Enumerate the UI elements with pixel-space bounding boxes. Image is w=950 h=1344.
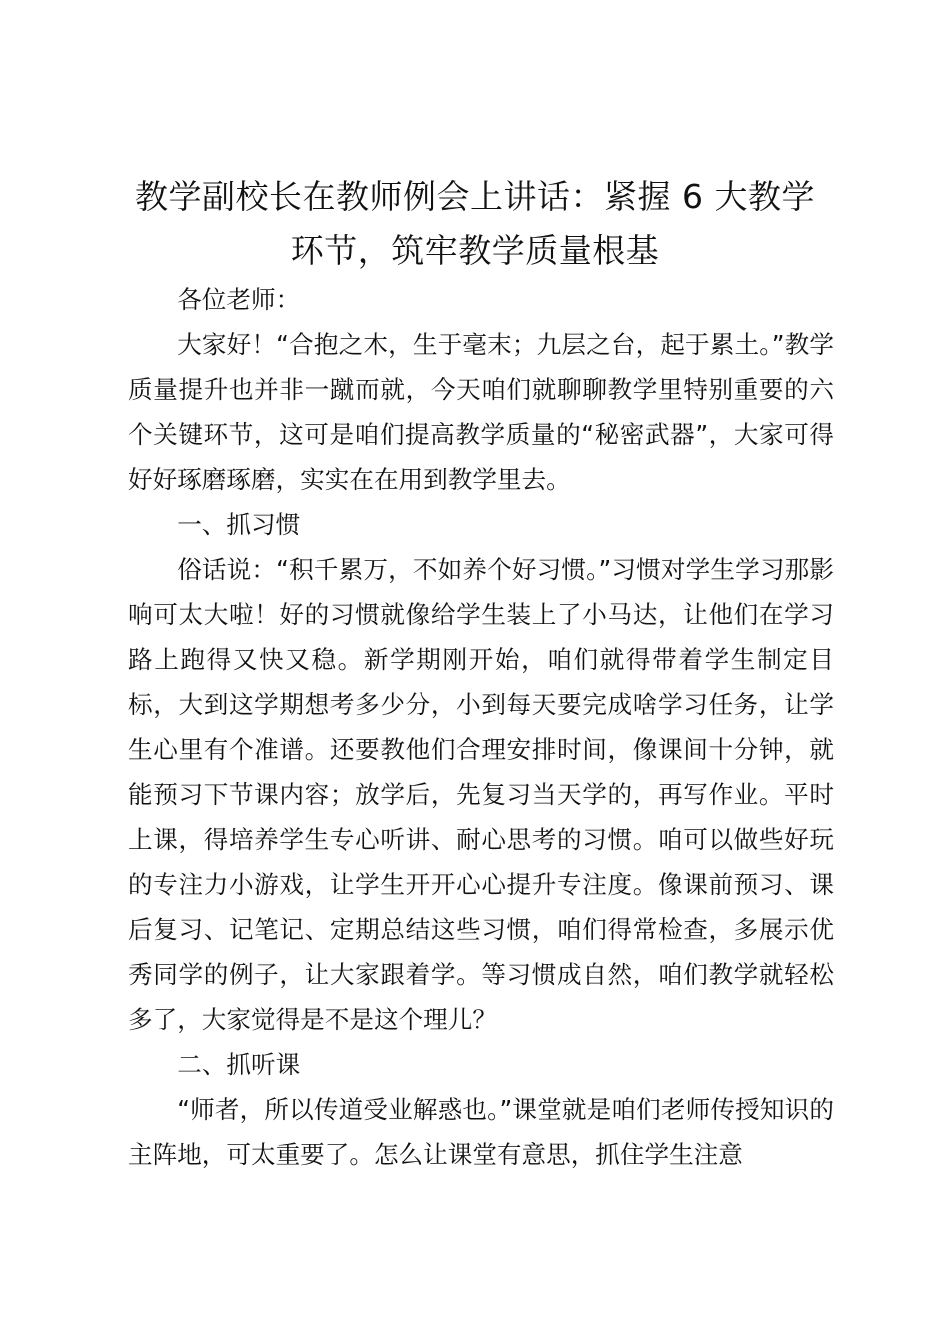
document-title: 教学副校长在教师例会上讲话：紧握 6 大教学环节，筑牢教学质量根基 bbox=[135, 177, 815, 270]
paragraph-intro: 大家好！“合抱之木，生于毫末；九层之台，起于累土。”教学质量提升也并非一蹴而就，今天咱们就聊聊教学里特别重要的六个关键环节，这可是咱们提高教学质量的“秘密武器”，大家可得好好琢磨琢磨，实实在在用到教学里去。 bbox=[128, 330, 834, 494]
paragraph-habits: 俗话说：“积千累万，不如养个好习惯。”习惯对学生学习那影响可太大啦！好的习惯就像给学生装上了小马达，让他们在学习路上跑得又快又稳。新学期刚开始，咱们就得带着学生制定目标，大到这学期想考多少分，小到每天要完成啥学习任务，让学生心里有个准谱。还要教他们合理安排时间，像课间十分钟，就能预习下节课内容；放学后，先复习当天学的，再写作业。平时上课，得培养学生专心听讲、耐心思考的习惯。咱可以做些好玩的专注力小游戏，让学生开开心心提升专注度。像课前预习、课后复习、记笔记、定期总结这些习惯，咱们得常检查，多展示优秀同学的例子，让大家跟着学。等习惯成自然，咱们教学就轻松多了，大家觉得是不是这个理儿？ bbox=[128, 555, 834, 1034]
section-heading-listening: 二、抓听课 bbox=[177, 1050, 301, 1079]
document-body bbox=[128, 277, 834, 1177]
section-heading-habits: 一、抓习惯 bbox=[177, 510, 301, 539]
paragraph-listening: “师者，所以传道受业解惑也。”课堂就是咱们老师传授知识的主阵地，可太重要了。怎么让课堂有意思，抓住学生注意 bbox=[128, 1095, 834, 1169]
salutation: 各位老师： bbox=[177, 285, 301, 314]
